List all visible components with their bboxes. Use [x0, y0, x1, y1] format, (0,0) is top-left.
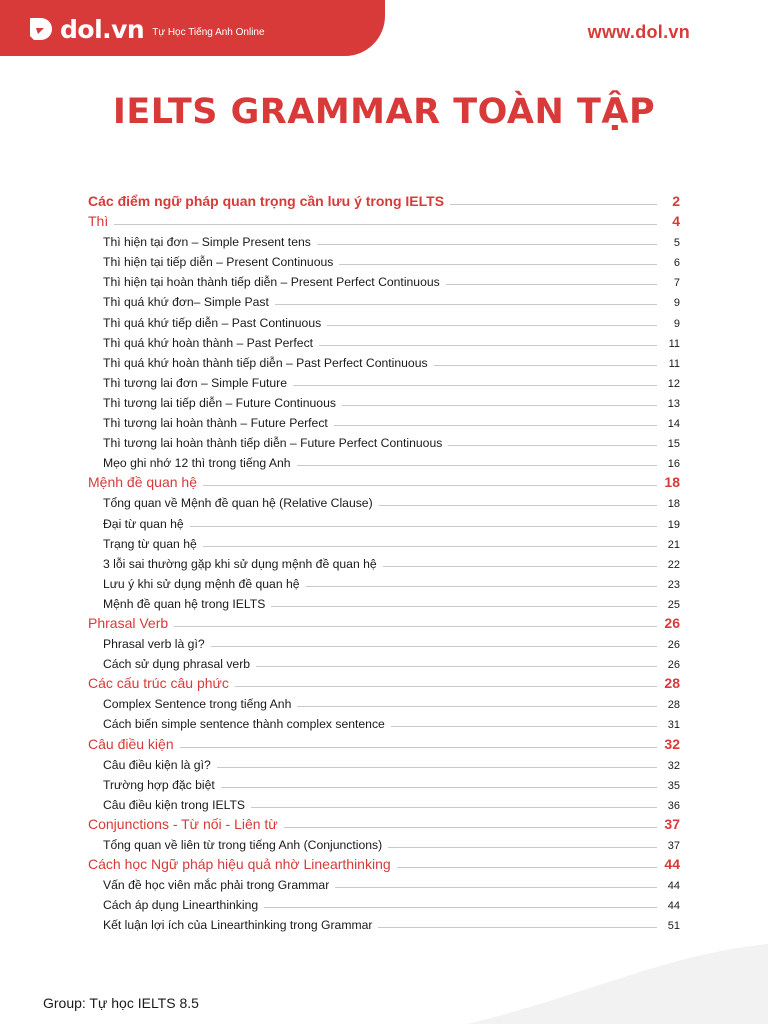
toc-page-number: 14	[667, 418, 680, 431]
toc-subsection-entry[interactable]	[88, 752, 680, 772]
toc-entry-label: Thì hiện tại tiếp diễn – Present Continuous	[103, 255, 334, 270]
toc-subsection-entry[interactable]	[88, 350, 680, 370]
toc-page-number: 51	[667, 920, 680, 933]
toc-entry-label: Câu điều kiện là gì?	[103, 757, 211, 772]
toc-leader-line	[251, 807, 657, 808]
toc-subsection-entry[interactable]	[88, 772, 680, 792]
toc-subsection-entry[interactable]	[88, 912, 680, 932]
toc-leader-line	[284, 827, 657, 828]
toc-entry-label: Thì tương lai hoàn thành tiếp diễn – Future Perfect Continuous	[103, 436, 443, 451]
toc-entry-label: Cách sử dụng phrasal verb	[103, 657, 251, 672]
toc-leader-line	[174, 626, 657, 627]
toc-page-number: 16	[667, 458, 680, 471]
toc-entry-label: Thì	[88, 213, 109, 230]
toc-page-number: 35	[667, 779, 680, 792]
toc-leader-line	[235, 686, 657, 687]
toc-entry-label: Trường hợp đặc biệt	[103, 777, 215, 792]
toc-entry-label: Conjunctions - Từ nối - Liên từ	[88, 815, 278, 832]
toc-leader-line	[256, 666, 657, 667]
toc-subsection-entry[interactable]	[88, 571, 680, 591]
toc-entry-label: Tổng quan về liên từ trong tiếng Anh (Conjunctions)	[103, 838, 383, 852]
table-of-contents	[88, 187, 680, 932]
corner-wave-decoration	[468, 944, 768, 1024]
toc-subsection-entry[interactable]	[88, 510, 680, 530]
toc-leader-line	[217, 767, 657, 768]
toc-subsection-entry[interactable]	[88, 430, 680, 450]
toc-leader-line	[335, 887, 657, 888]
toc-subsection-entry[interactable]	[88, 269, 680, 289]
toc-leader-line	[391, 726, 657, 727]
toc-leader-line	[211, 646, 657, 647]
toc-entry-label: Cách biến simple sentence thành complex sentence	[103, 717, 385, 732]
toc-page-number: 23	[667, 578, 680, 591]
toc-leader-line	[293, 385, 657, 386]
toc-subsection-entry[interactable]	[88, 892, 680, 912]
toc-leader-line	[383, 566, 657, 567]
toc-page-number: 44	[667, 880, 680, 893]
toc-entry-label: Thì hiện tại đơn – Simple Present tens	[103, 235, 311, 250]
toc-page-number: 36	[667, 799, 680, 812]
toc-page-number: 18	[664, 474, 680, 491]
toc-entry-label: Câu điều kiện trong IELTS	[103, 797, 246, 812]
toc-page-number: 44	[667, 900, 680, 913]
dol-logo-icon	[26, 15, 54, 43]
toc-entry-label: Mệnh đề quan hệ	[88, 474, 197, 491]
toc-section-entry[interactable]	[88, 671, 680, 691]
logo-tagline: Tự Học Tiếng Anh Online	[152, 26, 265, 38]
toc-page-number: 9	[673, 317, 680, 330]
toc-subsection-entry[interactable]	[88, 651, 680, 671]
toc-entry-label: Vấn đề học viên mắc phải trong Grammar	[103, 878, 330, 893]
toc-page-number: 5	[673, 237, 680, 250]
toc-page-number: 26	[667, 659, 680, 672]
toc-entry-label: Thì quá khứ tiếp diễn – Past Continuous	[103, 315, 322, 330]
toc-page-number: 13	[667, 397, 680, 410]
toc-entry-label: Các điểm ngữ pháp quan trọng cần lưu ý trong IELTS	[88, 193, 445, 209]
toc-entry-label: Thì tương lai tiếp diễn – Future Continuous	[103, 395, 336, 410]
toc-leader-line	[388, 847, 657, 848]
toc-entry-label: Thì hiện tại hoàn thành tiếp diễn – Present Perfect Continuous	[103, 275, 440, 290]
toc-leader-line	[275, 304, 657, 305]
toc-entry-label: Phrasal verb là gì?	[103, 637, 205, 652]
toc-leader-line	[221, 787, 657, 788]
toc-page-number: 15	[667, 438, 680, 451]
toc-entry-label: Cách học Ngữ pháp hiệu quả nhờ Linearthinking	[88, 856, 391, 873]
toc-section-entry[interactable]	[88, 470, 680, 490]
toc-subsection-entry[interactable]	[88, 631, 680, 651]
toc-leader-line	[334, 425, 657, 426]
toc-entry-label: Trạng từ quan hệ	[103, 536, 197, 551]
toc-leader-line	[264, 907, 657, 908]
toc-leader-line	[203, 546, 657, 547]
toc-leader-line	[297, 706, 657, 707]
toc-page-number: 26	[667, 639, 680, 652]
toc-page-number: 9	[673, 297, 680, 310]
toc-page-number: 28	[667, 699, 680, 712]
toc-entry-label: Thì quá khứ đơn– Simple Past	[103, 295, 269, 310]
toc-entry-label: Thì tương lai hoàn thành – Future Perfect	[103, 416, 328, 431]
toc-page-number: 28	[664, 675, 680, 692]
toc-subsection-entry[interactable]	[88, 309, 680, 329]
toc-leader-line	[339, 264, 657, 265]
toc-leader-line	[114, 224, 657, 225]
toc-page-number: 4	[672, 213, 680, 230]
toc-page-number: 2	[672, 193, 680, 209]
toc-entry-label: 3 lỗi sai thường gặp khi sử dụng mệnh đề quan hệ	[103, 556, 377, 571]
toc-page-number: 37	[667, 840, 680, 852]
toc-page-number: 37	[664, 815, 680, 832]
toc-page-number: 19	[667, 518, 680, 531]
toc-subsection-entry[interactable]	[88, 450, 680, 470]
toc-leader-line	[378, 927, 657, 928]
toc-subsection-entry[interactable]	[88, 711, 680, 731]
toc-entry-label: Thì quá khứ hoàn thành tiếp diễn – Past Perfect Continuous	[103, 355, 428, 370]
toc-section-entry[interactable]	[88, 852, 680, 872]
toc-leader-line	[379, 505, 657, 506]
toc-section-entry[interactable]	[88, 731, 680, 751]
toc-page-number: 18	[667, 498, 680, 511]
toc-section-entry[interactable]	[88, 187, 680, 209]
brand-logo[interactable]	[26, 13, 265, 45]
toc-leader-line	[446, 284, 657, 285]
site-url-link[interactable]: www.dol.vn	[587, 22, 690, 42]
toc-subsection-entry[interactable]	[88, 872, 680, 892]
footer-group-text: Group: Tự học IELTS 8.5	[43, 995, 199, 1011]
toc-entry-label: Complex Sentence trong tiếng Anh	[103, 697, 292, 712]
toc-entry-label: Phrasal Verb	[88, 614, 169, 631]
toc-leader-line	[434, 365, 657, 366]
toc-section-entry[interactable]	[88, 209, 680, 229]
toc-entry-label: Kết luận lợi ích của Linearthinking trong Grammar	[103, 918, 373, 933]
toc-subsection-entry[interactable]	[88, 551, 680, 571]
toc-leader-line	[450, 204, 657, 205]
toc-subsection-entry[interactable]	[88, 370, 680, 390]
toc-entry-label: Tổng quan về Mệnh đề quan hệ (Relative Clause)	[103, 496, 373, 511]
toc-subsection-entry[interactable]	[88, 410, 680, 430]
toc-entry-label: Mẹo ghi nhớ 12 thì trong tiếng Anh	[103, 456, 291, 471]
toc-entry-label: Mệnh đề quan hệ trong IELTS	[103, 596, 266, 611]
toc-subsection-entry[interactable]	[88, 289, 680, 309]
toc-page-number: 26	[664, 614, 680, 631]
toc-leader-line	[448, 445, 657, 446]
toc-subsection-entry[interactable]	[88, 249, 680, 269]
toc-leader-line	[306, 586, 657, 587]
page-header	[0, 0, 768, 62]
toc-subsection-entry[interactable]	[88, 390, 680, 410]
toc-entry-label: Đại từ quan hệ	[103, 516, 184, 531]
toc-subsection-entry[interactable]	[88, 792, 680, 812]
toc-page-number: 44	[664, 856, 680, 873]
toc-page-number: 32	[664, 735, 680, 752]
toc-entry-label: Thì tương lai đơn – Simple Future	[103, 375, 288, 390]
toc-entry-label: Cách áp dụng Linearthinking	[103, 898, 259, 913]
toc-leader-line	[297, 465, 657, 466]
logo-text: dol.vn	[60, 14, 145, 44]
toc-subsection-entry[interactable]	[88, 531, 680, 551]
toc-leader-line	[203, 485, 657, 486]
toc-subsection-entry[interactable]	[88, 330, 680, 350]
toc-subsection-entry[interactable]	[88, 490, 680, 510]
toc-leader-line	[190, 526, 657, 527]
toc-page-number: 22	[667, 558, 680, 571]
toc-page-number: 32	[667, 759, 680, 772]
toc-leader-line	[180, 747, 657, 748]
toc-page-number: 12	[667, 377, 680, 390]
toc-subsection-entry[interactable]	[88, 832, 680, 852]
toc-leader-line	[342, 405, 657, 406]
toc-page-number: 25	[667, 598, 680, 611]
toc-page-number: 11	[668, 357, 680, 370]
toc-section-entry[interactable]	[88, 611, 680, 631]
document-title: IELTS GRAMMAR TOÀN TẬP	[112, 92, 656, 132]
toc-leader-line	[327, 325, 657, 326]
toc-leader-line	[317, 244, 657, 245]
toc-leader-line	[271, 606, 657, 607]
toc-subsection-entry[interactable]	[88, 229, 680, 249]
toc-leader-line	[319, 345, 657, 346]
toc-subsection-entry[interactable]	[88, 691, 680, 711]
toc-entry-label: Các cấu trúc câu phức	[88, 675, 229, 692]
toc-page-number: 31	[667, 719, 680, 732]
toc-entry-label: Thì quá khứ hoàn thành – Past Perfect	[103, 335, 314, 350]
toc-page-number: 11	[668, 337, 680, 350]
toc-leader-line	[397, 867, 657, 868]
toc-subsection-entry[interactable]	[88, 591, 680, 611]
toc-section-entry[interactable]	[88, 812, 680, 832]
toc-page-number: 21	[667, 538, 680, 551]
toc-page-number: 7	[673, 277, 680, 290]
toc-entry-label: Câu điều kiện	[88, 735, 174, 752]
toc-page-number: 6	[673, 257, 680, 270]
toc-entry-label: Lưu ý khi sử dụng mệnh đề quan hệ	[103, 576, 300, 591]
